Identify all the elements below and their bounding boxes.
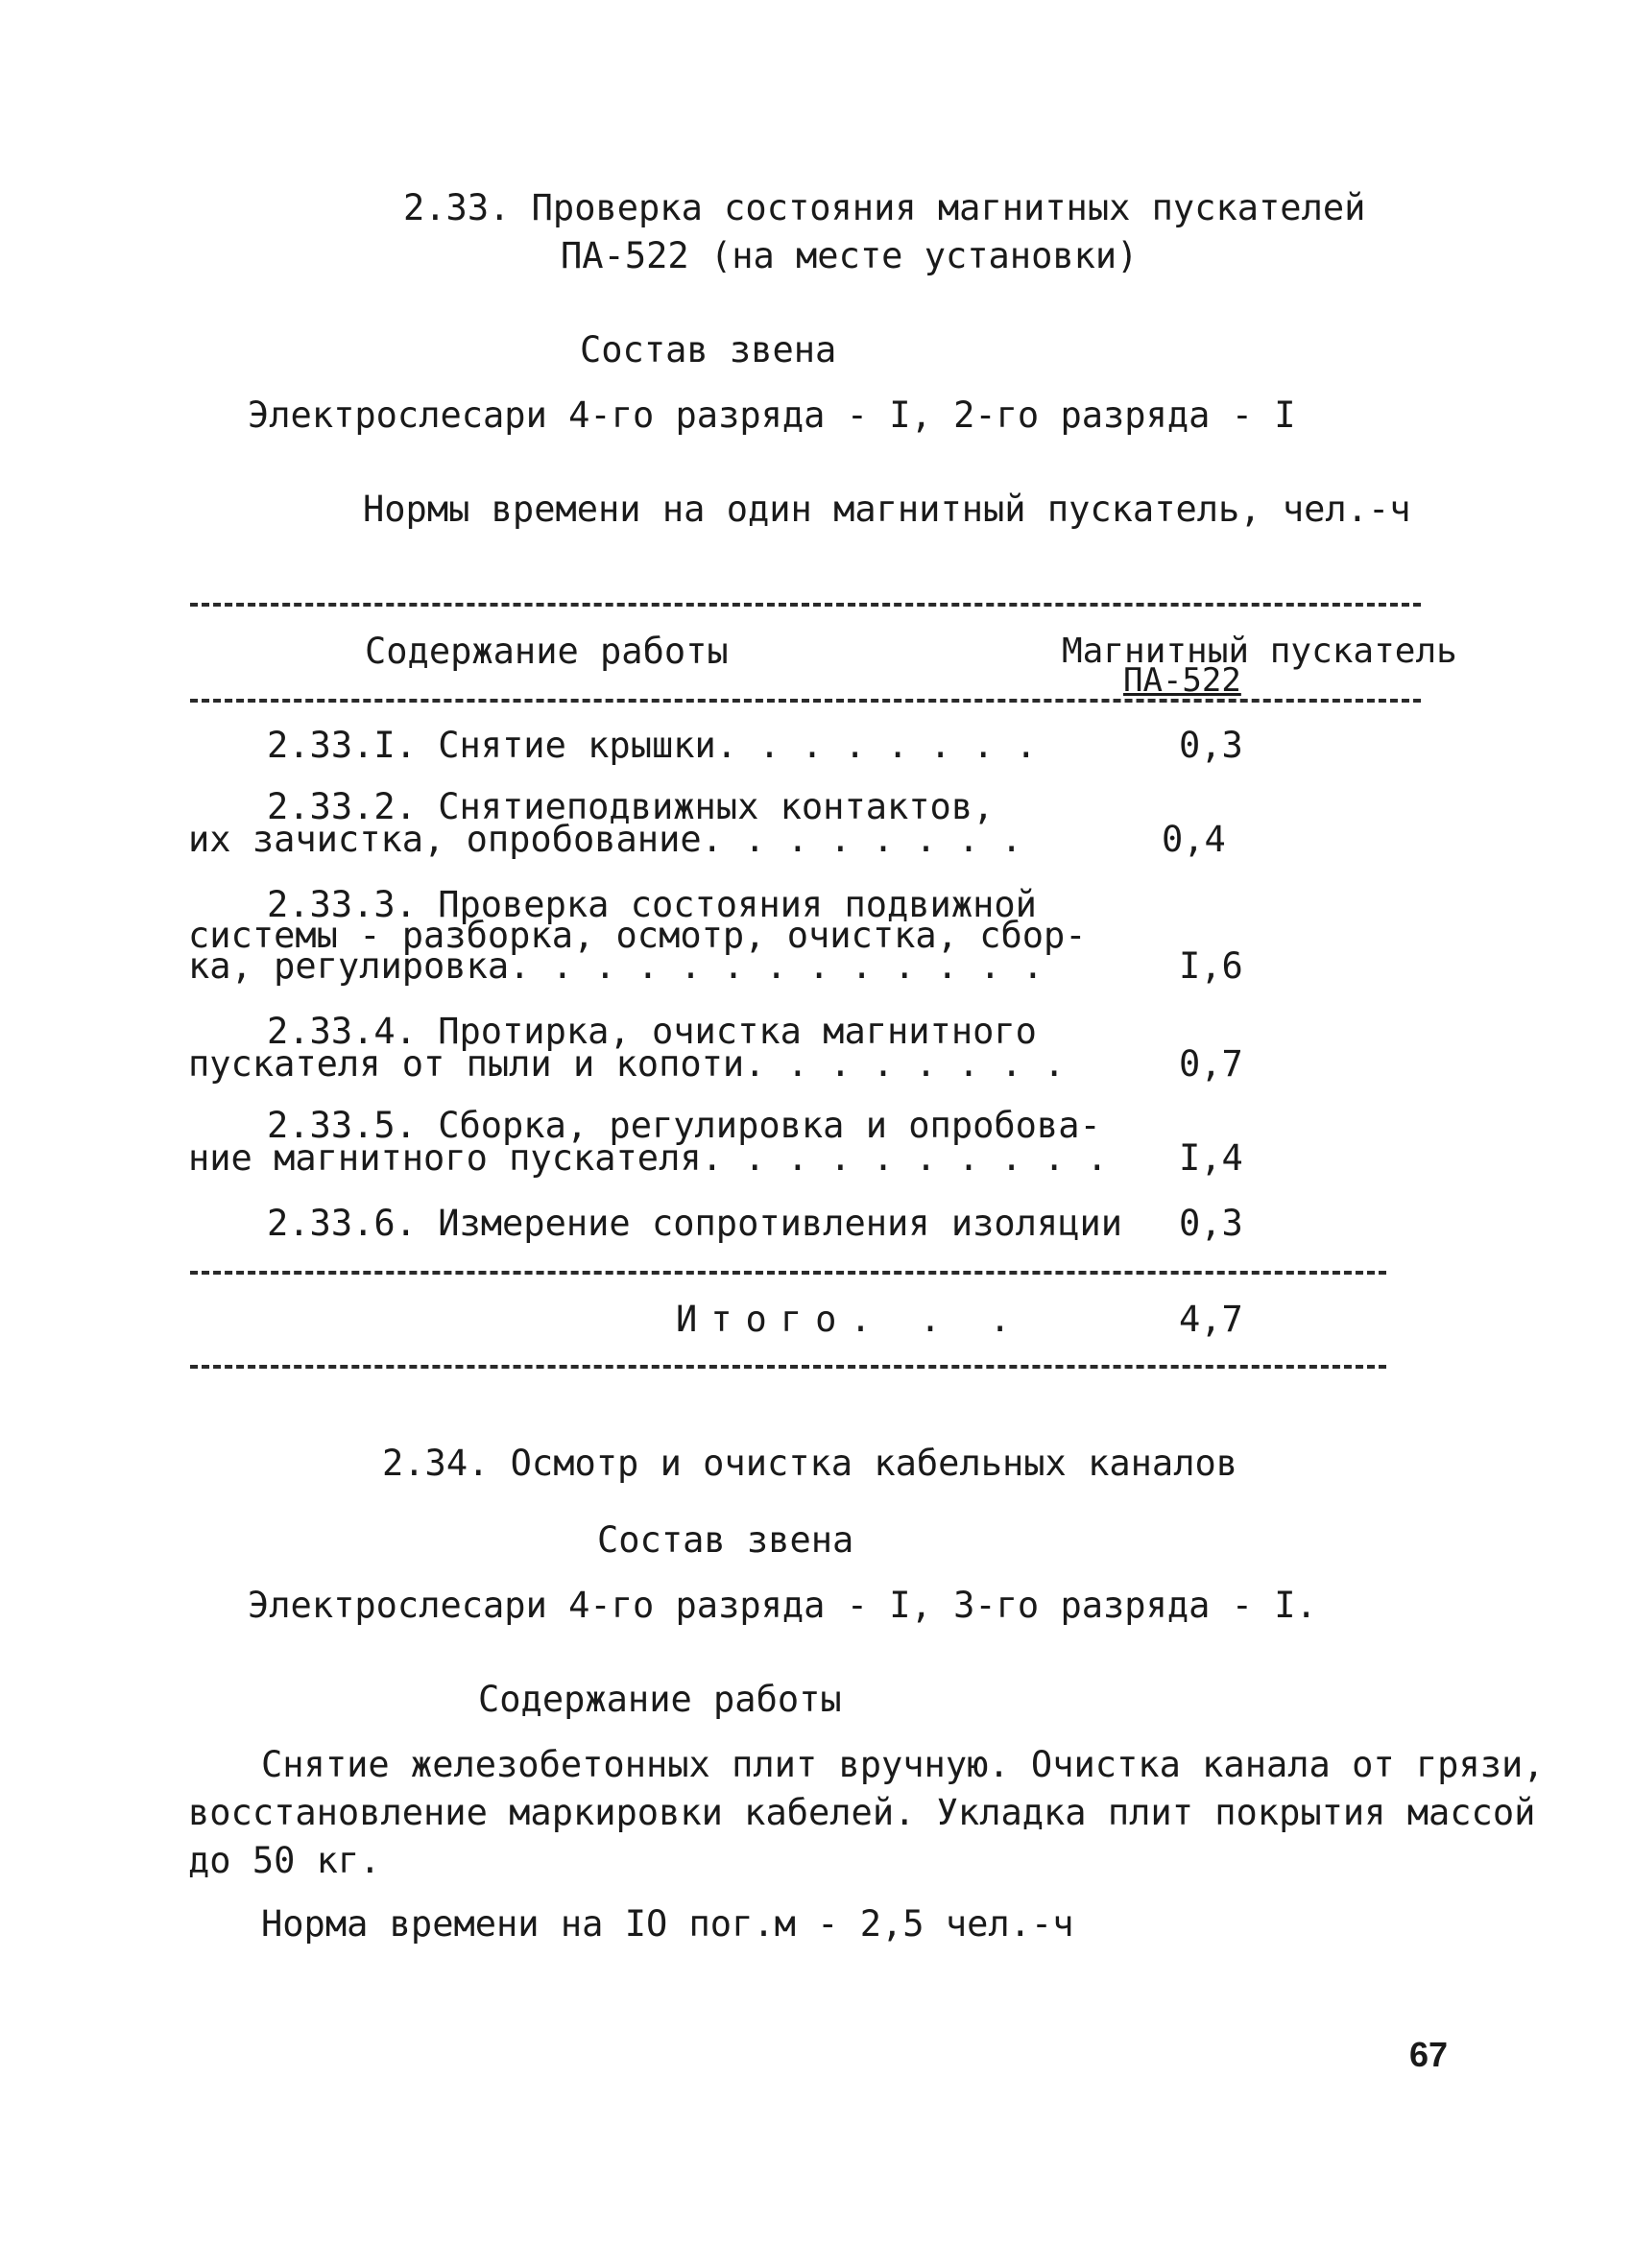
table-row-1-value: 0,3 [1179,725,1243,766]
table-total-label: Итого. . . [676,1299,1024,1340]
section-234-title: 2.34. Осмотр и очистка кабельных каналов [382,1443,1238,1484]
section-233-crew-heading: Состав звена [580,329,837,370]
section-234-content-line3: до 50 кг. [188,1840,381,1881]
section-234-content-line2: восстановление маркировки кабелей. Укладка плит покрытия массой [188,1792,1536,1833]
table-row-4-line-1: 2.33.4. Протирка, очистка магнитного [267,1011,1037,1052]
table-header-value-line2: ПА-522 [1123,661,1241,700]
table-row-6-line-1: 2.33.6. Измерение сопротивления изоляции [267,1203,1123,1244]
section-234-crew-heading: Состав звена [597,1519,854,1561]
page-number: 67 [1409,2035,1449,2074]
section-234-content-heading: Содержание работы [478,1679,842,1720]
table-header-value-line1: Магнитный пускатель [1062,632,1457,671]
section-234-norm: Норма времени на IO пог.м - 2,5 чел.-ч [261,1903,1074,1945]
table-row-3-line-1: 2.33.3. Проверка состояния подвижной [267,884,1037,925]
table-row-5-line-1: 2.33.5. Сборка, регулировка и опробова- [267,1105,1101,1146]
table-header-work: Содержание работы [365,631,729,672]
table-header-rule [190,699,1421,703]
table-top-rule [190,603,1421,607]
table-total-rule [190,1271,1386,1275]
table-row-5-line-2: ние магнитного пускателя. . . . . . . . . . [188,1137,1108,1179]
table-row-2-line-2: их зачистка, опробование. . . . . . . . [188,819,1022,860]
table-row-2-value: 0,4 [1162,819,1226,860]
table-row-2-line-1: 2.33.2. Снятиеподвижных контактов, [267,786,995,827]
table-row-1-line-1: 2.33.I. Снятие крышки. . . . . . . . [267,725,1037,766]
section-233-title-line2: ПА-522 (на месте установки) [561,235,1139,276]
section-233-norms-caption: Нормы времени на один магнитный пускатель, чел.-ч [363,489,1411,530]
table-row-6-value: 0,3 [1179,1203,1243,1244]
section-233-crew: Электрослесари 4-го разряда - I, 2-го разряда - I [248,394,1296,436]
section-233-title-line1: 2.33. Проверка состояния магнитных пускателей [403,187,1366,228]
table-row-4-line-2: пускателя от пыли и копоти. . . . . . . . [188,1043,1066,1085]
table-row-3-line-2: системы - разборка, осмотр, очистка, сбор- [188,915,1087,956]
table-row-4-value: 0,7 [1179,1043,1243,1085]
table-total-value: 4,7 [1179,1299,1243,1340]
table-bottom-rule [190,1365,1386,1369]
section-234-crew: Электрослесари 4-го разряда - I, 3-го разряда - I. [248,1585,1317,1626]
table-row-3-line-3: ка, регулировка. . . . . . . . . . . . . [188,945,1045,987]
table-row-5-value: I,4 [1179,1137,1243,1179]
table-row-3-value: I,6 [1179,945,1243,987]
section-234-content-line1: Снятие железобетонных плит вручную. Очистка канала от грязи, [261,1744,1545,1785]
